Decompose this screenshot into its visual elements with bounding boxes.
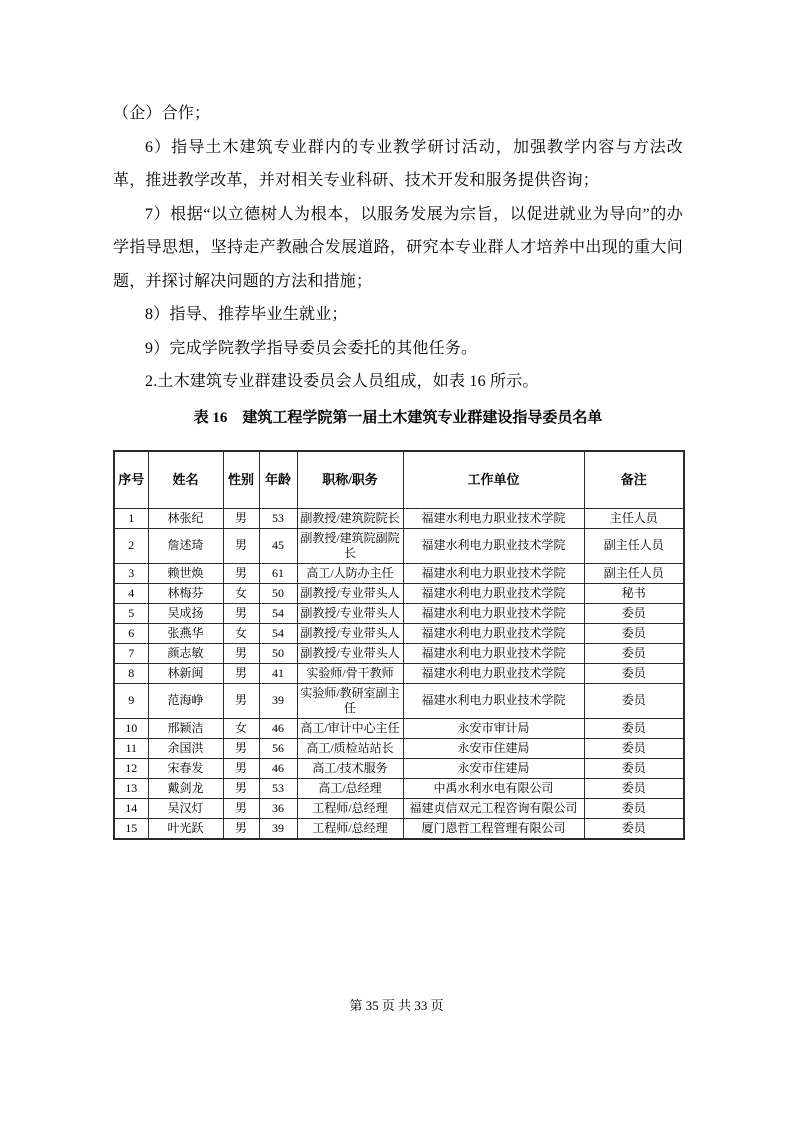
cell-age: 46: [259, 758, 297, 778]
cell-unit: 永安市住建局: [403, 758, 584, 778]
cell-name: 宋春发: [148, 758, 223, 778]
cell-age: 50: [259, 643, 297, 663]
cell-age: 61: [259, 563, 297, 583]
cell-unit: 中禹水利水电有限公司: [403, 778, 584, 798]
cell-unit: 福建水利电力职业技术学院: [403, 528, 584, 563]
cell-index: 5: [114, 603, 148, 623]
cell-title: 高工/质检站站长: [297, 738, 403, 758]
table-row: [114, 623, 684, 643]
cell-note: 委员: [584, 778, 684, 798]
cell-gender: 男: [223, 528, 259, 563]
cell-gender: 女: [223, 718, 259, 738]
cell-title: 副教授/专业带头人: [297, 603, 403, 623]
cell-name: 林张纪: [148, 508, 223, 528]
cell-note: 委员: [584, 818, 684, 839]
table-row: [114, 603, 684, 623]
cell-name: 范海峥: [148, 683, 223, 718]
cell-name: 张燕华: [148, 623, 223, 643]
table-row: [114, 528, 684, 563]
cell-age: 36: [259, 798, 297, 818]
cell-gender: 男: [223, 758, 259, 778]
cell-title: 副教授/专业带头人: [297, 623, 403, 643]
cell-name: 赖世焕: [148, 563, 223, 583]
cell-gender: 男: [223, 643, 259, 663]
cell-age: 53: [259, 508, 297, 528]
cell-age: 39: [259, 683, 297, 718]
cell-gender: 女: [223, 623, 259, 643]
cell-note: 秘书: [584, 583, 684, 603]
cell-title: 副教授/建筑院副院长: [297, 528, 403, 563]
paragraph: 9）完成学院教学指导委员会委托的其他任务。: [145, 339, 478, 357]
paragraph: 8）指导、推荐毕业生就业；: [145, 306, 348, 323]
cell-index: 1: [114, 508, 148, 528]
cell-index: 3: [114, 563, 148, 583]
column-header-index: 序号: [114, 451, 148, 509]
cell-age: 54: [259, 623, 297, 643]
table-row: [114, 818, 684, 839]
table-row: [114, 663, 684, 683]
cell-gender: 男: [223, 508, 259, 528]
cell-note: 委员: [584, 603, 684, 623]
cell-index: 4: [114, 583, 148, 603]
cell-name: 戴剑龙: [148, 778, 223, 798]
cell-index: 15: [114, 818, 148, 839]
cell-unit: 永安市住建局: [403, 738, 584, 758]
cell-name: 颜志敏: [148, 643, 223, 663]
table-row: [114, 563, 684, 583]
cell-unit: 福建水利电力职业技术学院: [403, 508, 584, 528]
cell-index: 8: [114, 663, 148, 683]
cell-name: 詹述琦: [148, 528, 223, 563]
cell-index: 7: [114, 643, 148, 663]
cell-note: 委员: [584, 683, 684, 718]
cell-title: 副教授/专业带头人: [297, 583, 403, 603]
cell-gender: 男: [223, 818, 259, 839]
paragraph: 6）指导土木建筑专业群内的专业教学研讨活动，加强教学内容与方法改革，推进教学改革，并对相关专业科研、技术开发和服务提供咨询；: [113, 138, 683, 189]
table-row: [114, 758, 684, 778]
table-header-row: [114, 451, 684, 509]
paragraph: 2.土木建筑专业群建设委员会人员组成，如表 16 所示。: [145, 373, 539, 390]
table-row: [114, 508, 684, 528]
table-row: [114, 738, 684, 758]
cell-note: 主任人员: [584, 508, 684, 528]
cell-age: 53: [259, 778, 297, 798]
cell-title: 副教授/建筑院院长: [297, 508, 403, 528]
cell-name: 余国洪: [148, 738, 223, 758]
cell-age: 45: [259, 528, 297, 563]
cell-age: 46: [259, 718, 297, 738]
document-content: [113, 97, 683, 840]
cell-index: 9: [114, 683, 148, 718]
column-header-note: 备注: [584, 451, 684, 509]
paragraph: 7）根据“以立德树人为根本，以服务发展为宗旨，以促进就业为导向”的办学指导思想，坚持走产教融合发展道路，研究本专业群人才培养中出现的重大问题，并探讨解决问题的方法和措施；: [113, 205, 683, 290]
cell-gender: 男: [223, 563, 259, 583]
cell-title: 工程师/总经理: [297, 818, 403, 839]
cell-name: 邢颖洁: [148, 718, 223, 738]
cell-title: 高工/审计中心主任: [297, 718, 403, 738]
cell-index: 14: [114, 798, 148, 818]
cell-name: 吴成扬: [148, 603, 223, 623]
paragraph: （企）合作；: [113, 105, 211, 122]
table-row: [114, 778, 684, 798]
cell-title: 高工/人防办主任: [297, 563, 403, 583]
table-row: [114, 718, 684, 738]
cell-title: 高工/技术服务: [297, 758, 403, 778]
cell-unit: 厦门恩哲工程管理有限公司: [403, 818, 584, 839]
cell-note: 委员: [584, 718, 684, 738]
cell-title: 工程师/总经理: [297, 798, 403, 818]
cell-gender: 男: [223, 738, 259, 758]
cell-unit: 永安市审计局: [403, 718, 584, 738]
cell-gender: 男: [223, 778, 259, 798]
cell-title: 实验师/骨干教师: [297, 663, 403, 683]
cell-name: 吴汉灯: [148, 798, 223, 818]
column-header-name: 姓名: [148, 451, 223, 509]
cell-title: 副教授/专业带头人: [297, 643, 403, 663]
cell-note: 副主任人员: [584, 528, 684, 563]
cell-index: 12: [114, 758, 148, 778]
cell-gender: 男: [223, 798, 259, 818]
cell-age: 54: [259, 603, 297, 623]
cell-note: 委员: [584, 738, 684, 758]
cell-unit: 福建水利电力职业技术学院: [403, 683, 584, 718]
cell-gender: 女: [223, 583, 259, 603]
cell-unit: 福建水利电力职业技术学院: [403, 623, 584, 643]
cell-index: 13: [114, 778, 148, 798]
cell-note: 委员: [584, 758, 684, 778]
cell-name: 林新闽: [148, 663, 223, 683]
page-number: 第 35 页 共 33 页: [349, 998, 444, 1013]
cell-index: 6: [114, 623, 148, 643]
column-header-age: 年龄: [259, 451, 297, 509]
column-header-unit: 工作单位: [403, 451, 584, 509]
cell-age: 39: [259, 818, 297, 839]
table-row: [114, 643, 684, 663]
cell-age: 50: [259, 583, 297, 603]
cell-age: 41: [259, 663, 297, 683]
cell-index: 10: [114, 718, 148, 738]
cell-title: 高工/总经理: [297, 778, 403, 798]
cell-unit: 福建水利电力职业技术学院: [403, 583, 584, 603]
table-row: [114, 683, 684, 718]
cell-note: 委员: [584, 663, 684, 683]
committee-table: [113, 450, 685, 840]
table-row: [114, 798, 684, 818]
cell-gender: 男: [223, 603, 259, 623]
cell-note: 委员: [584, 798, 684, 818]
cell-note: 委员: [584, 643, 684, 663]
cell-note: 委员: [584, 623, 684, 643]
cell-unit: 福建水利电力职业技术学院: [403, 603, 584, 623]
table-caption: 表 16 建筑工程学院第一届土木建筑专业群建设指导委员名单: [193, 409, 603, 426]
cell-unit: 福建贞信双元工程咨询有限公司: [403, 798, 584, 818]
cell-name: 叶光跃: [148, 818, 223, 839]
cell-unit: 福建水利电力职业技术学院: [403, 663, 584, 683]
cell-index: 2: [114, 528, 148, 563]
cell-name: 林梅芬: [148, 583, 223, 603]
cell-title: 实验师/教研室副主任: [297, 683, 403, 718]
cell-gender: 男: [223, 683, 259, 718]
table-row: [114, 583, 684, 603]
cell-gender: 男: [223, 663, 259, 683]
cell-note: 副主任人员: [584, 563, 684, 583]
cell-unit: 福建水利电力职业技术学院: [403, 643, 584, 663]
column-header-title: 职称/职务: [297, 451, 403, 509]
cell-index: 11: [114, 738, 148, 758]
cell-unit: 福建水利电力职业技术学院: [403, 563, 584, 583]
cell-age: 56: [259, 738, 297, 758]
column-header-gender: 性别: [223, 451, 259, 509]
